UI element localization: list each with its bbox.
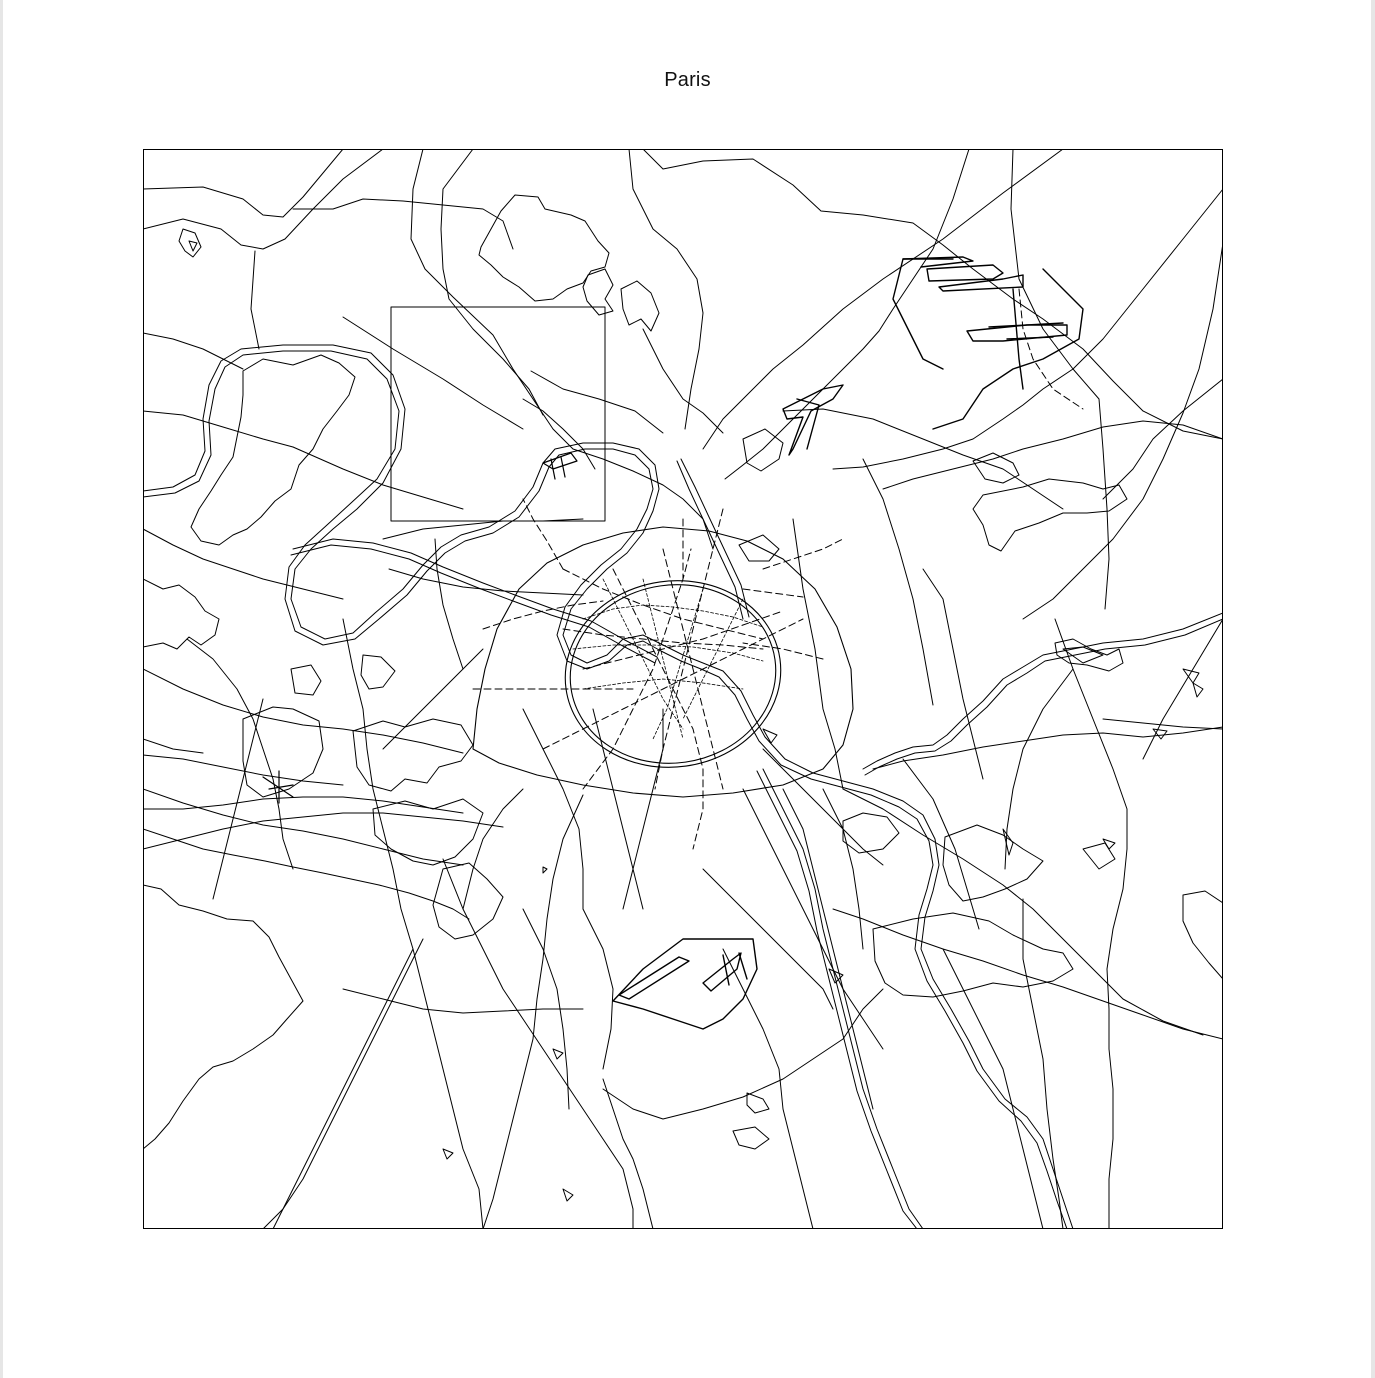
window-edge-left xyxy=(0,0,3,1378)
map-canvas[interactable] xyxy=(143,149,1223,1229)
map-title: Paris xyxy=(664,69,711,91)
map-background xyxy=(143,149,1223,1229)
window-edge-right xyxy=(1371,0,1375,1378)
